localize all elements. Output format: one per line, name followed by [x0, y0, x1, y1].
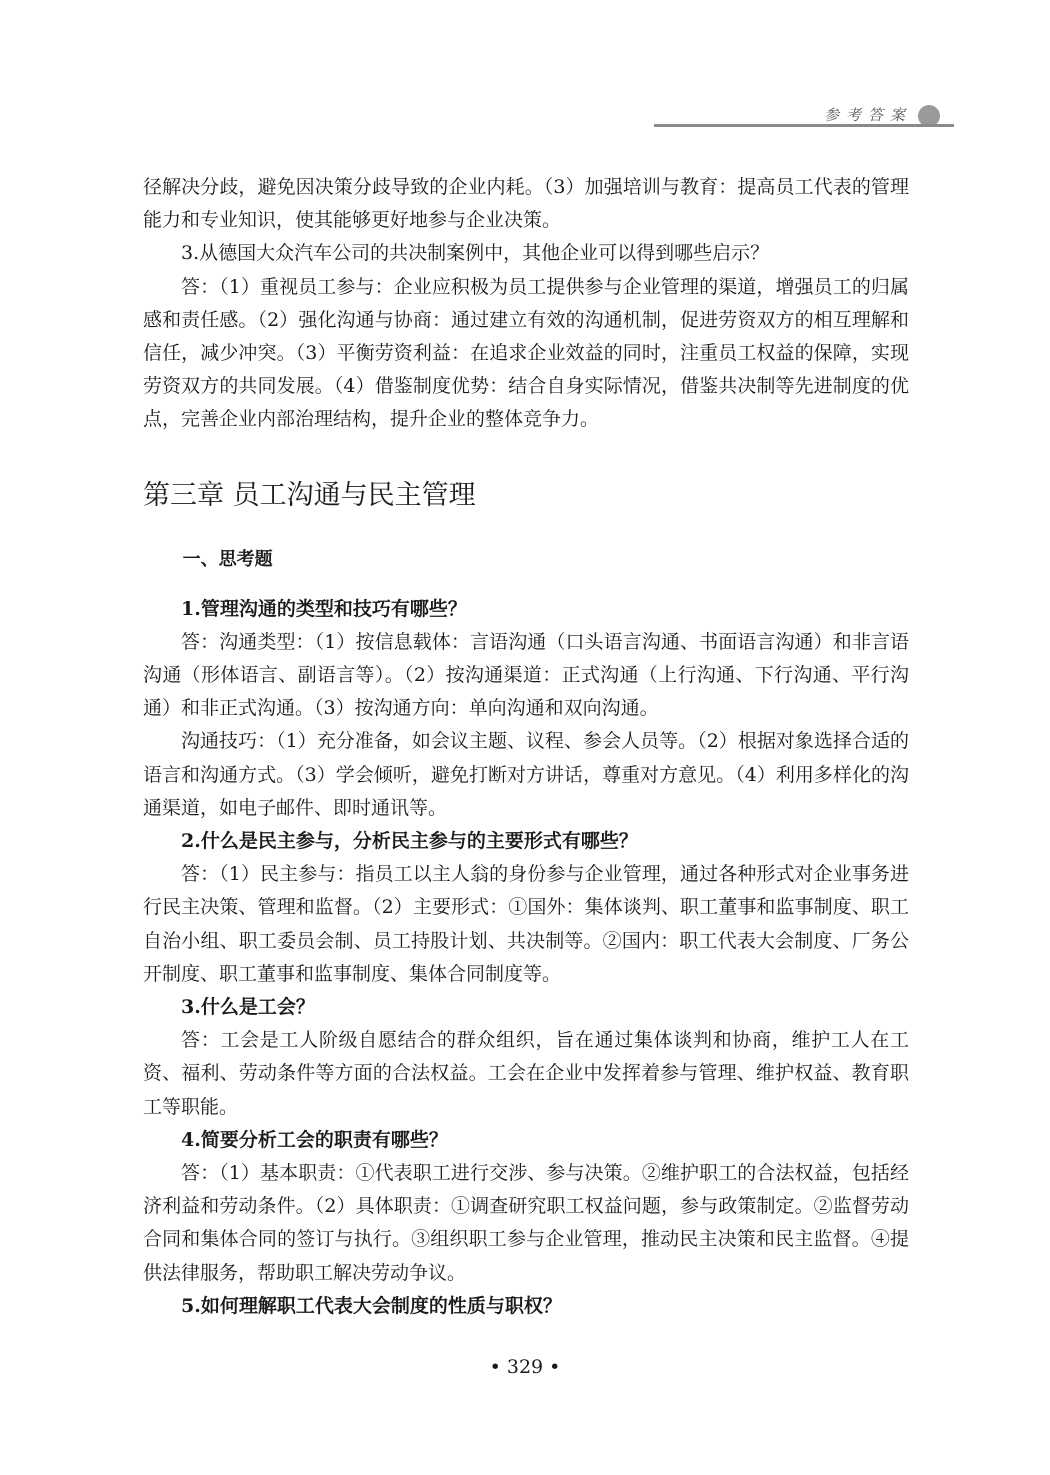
paragraph: 径解决分歧，避免因决策分歧导致的企业内耗。（3）加强培训与教育：提高员工代表的管理能力和专业知识，使其能够更好地参与企业决策。 — [143, 176, 909, 232]
answer-1-types: 答：沟通类型：（1）按信息载体：言语沟通（口头语言沟通、书面语言沟通）和非言语沟通（形体语言、副语言等）。（2）按沟通渠道：正式沟通（上行沟通、下行沟通、平行沟通）和非正式沟通。（3）按沟通方向：单向沟通和双向沟通。 — [143, 630, 909, 720]
running-header — [654, 100, 954, 130]
header-rule — [654, 124, 954, 127]
question-3-union: 3.什么是工会？ — [181, 996, 315, 1019]
page-body — [143, 171, 909, 1323]
answer-2: 答：（1）民主参与：指员工以主人翁的身份参与企业管理，通过各种形式对企业事务进行民主决策、管理和监督。（2）主要形式：①国外：集体谈判、职工董事和监事制度、职工自治小组、职工委员会制、员工持股计划、共决制等。②国内：职工代表大会制度、厂务公开制度、职工董事和监事制度、集体合同制度等。 — [143, 863, 909, 985]
question-4: 4.简要分析工会的职责有哪些？ — [181, 1128, 448, 1151]
question-3: 3.从德国大众汽车公司的共决制案例中，其他企业可以得到哪些启示？ — [181, 242, 770, 265]
section-title: 一、思考题 — [182, 548, 273, 570]
answer-1-skills: 沟通技巧：（1）充分准备，如会议主题、议程、参会人员等。（2）根据对象选择合适的语言和沟通方式。（3）学会倾听，避免打断对方讲话，尊重对方意见。（4）利用多样化的沟通渠道，如电子邮件、即时通讯等。 — [143, 730, 909, 819]
page-number: • 329 • — [489, 1356, 561, 1378]
answer-4: 答：（1）基本职责：①代表职工进行交涉、参与决策。②维护职工的合法权益，包括经济利益和劳动条件。（2）具体职责：①调查研究职工权益问题，参与政策制定。②监督劳动合同和集体合同的签订与执行。③组织职工参与企业管理，推动民主决策和民主监督。④提供法律服务，帮助职工解决劳动争议。 — [143, 1162, 909, 1284]
question-5: 5.如何理解职工代表大会制度的性质与职权？ — [181, 1294, 562, 1317]
question-1: 1.管理沟通的类型和技巧有哪些？ — [181, 597, 467, 620]
answer-3-union: 答：工会是工人阶级自愿结合的群众组织，旨在通过集体谈判和协商，维护工人在工资、福利、劳动条件等方面的合法权益。工会在企业中发挥着参与管理、维护权益、教育职工等职能。 — [143, 1029, 909, 1118]
answer-3: 答：（1）重视员工参与：企业应积极为员工提供参与企业管理的渠道，增强员工的归属感和责任感。（2）强化沟通与协商：通过建立有效的沟通机制，促进劳资双方的相互理解和信任，减少冲突。（3）平衡劳资利益：在追求企业效益的同时，注重员工权益的保障，实现劳资双方的共同发展。（4）借鉴制度优势：结合自身实际情况，借鉴共决制等先进制度的优点，完善企业内部治理结构，提升企业的整体竞争力。 — [143, 275, 909, 431]
header-label: 参考答案 — [823, 106, 912, 124]
chapter-title: 第三章 员工沟通与民主管理 — [143, 479, 476, 511]
question-2: 2.什么是民主参与，分析民主参与的主要形式有哪些？ — [181, 830, 638, 853]
